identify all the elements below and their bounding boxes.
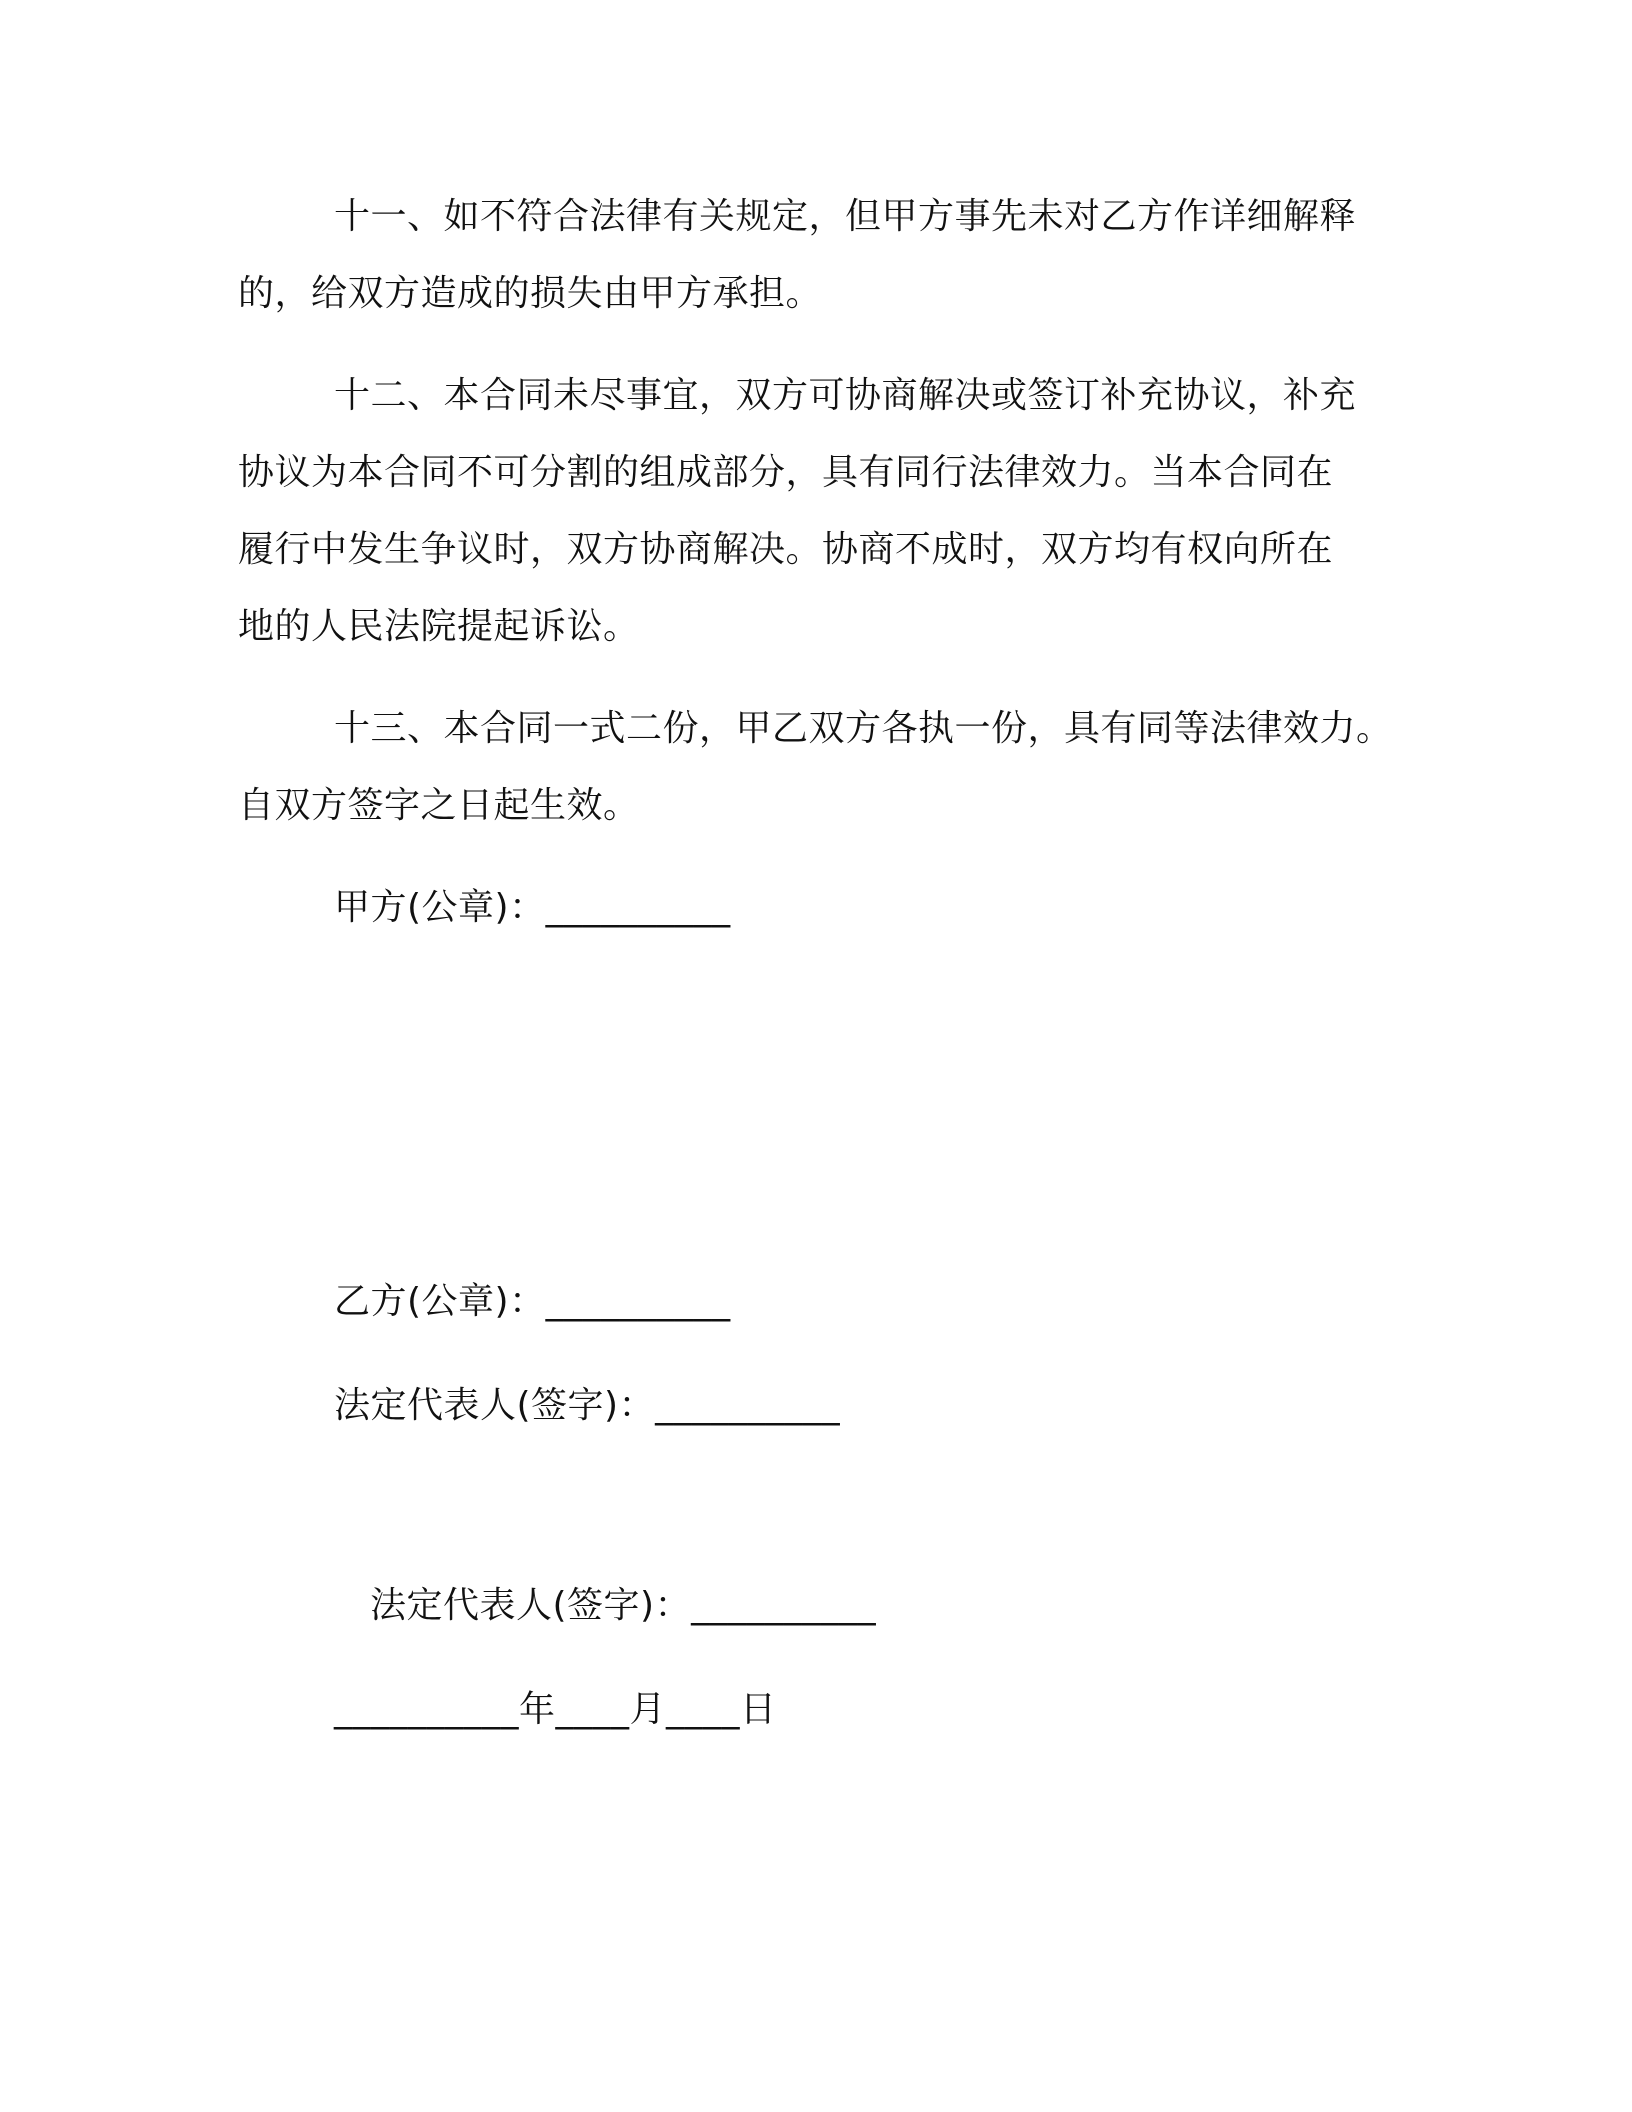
party-b-seal: 乙方(公章)：__________: [334, 1281, 731, 1322]
clause-12-line-3: 履行中发生争议时，双方协商解决。协商不成时，双方均有权向所在: [238, 529, 1334, 570]
clause-11-line-2: 的，给双方造成的损失由甲方承担。: [238, 273, 823, 314]
clause-12-line-2: 协议为本合同不可分割的组成部分，具有同行法律效力。当本合同在: [238, 452, 1334, 493]
clause-12-line-4: 地的人民法院提起诉讼。: [238, 606, 640, 647]
legal-rep-signature-1: 法定代表人(签字)：__________: [334, 1385, 841, 1426]
clause-13-line-2: 自双方签字之日起生效。: [238, 785, 640, 826]
clause-11-line-1: 十一、如不符合法律有关规定，但甲方事先未对乙方作详细解释: [334, 196, 1357, 237]
clause-12-line-1: 十二、本合同未尽事宜，双方可协商解决或签订补充协议，补充: [334, 375, 1357, 416]
legal-rep-signature-2: 法定代表人(签字)：__________: [370, 1585, 877, 1626]
signing-date: __________年____月____日: [334, 1689, 777, 1730]
clause-13-line-1: 十三、本合同一式二份，甲乙双方各执一份，具有同等法律效力。: [334, 708, 1393, 749]
party-a-seal: 甲方(公章)：__________: [334, 887, 731, 928]
